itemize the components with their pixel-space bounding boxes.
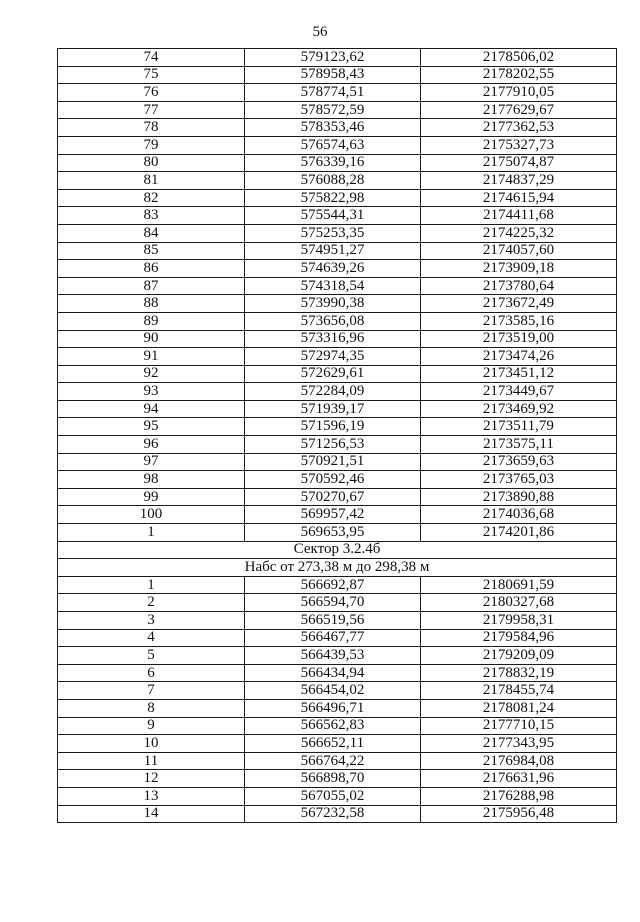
table-row: [58, 699, 617, 717]
table-row: [58, 717, 617, 735]
point-number-cell: 91: [58, 348, 245, 366]
y-coordinate-cell: 2178081,24: [421, 699, 617, 717]
x-coordinate-cell: 574639,26: [245, 260, 421, 278]
point-number-cell: 1: [58, 576, 245, 594]
point-number-cell: 87: [58, 277, 245, 295]
point-number-cell: 79: [58, 136, 245, 154]
x-coordinate-cell: 572284,09: [245, 383, 421, 401]
y-coordinate-cell: 2173451,12: [421, 365, 617, 383]
point-number-cell: 94: [58, 400, 245, 418]
point-number-cell: 6: [58, 664, 245, 682]
y-coordinate-cell: 2179958,31: [421, 612, 617, 630]
table-row: [58, 400, 617, 418]
y-coordinate-cell: 2177362,53: [421, 119, 617, 137]
x-coordinate-cell: 578774,51: [245, 84, 421, 102]
y-coordinate-cell: 2173585,16: [421, 312, 617, 330]
table-row: [58, 101, 617, 119]
page-number: 56: [312, 24, 328, 40]
y-coordinate-cell: 2173469,92: [421, 400, 617, 418]
x-coordinate-cell: 566519,56: [245, 612, 421, 630]
point-number-cell: 74: [58, 49, 245, 67]
sector-subtitle-row: [58, 559, 617, 577]
point-number-cell: 78: [58, 119, 245, 137]
x-coordinate-cell: 566434,94: [245, 664, 421, 682]
y-coordinate-cell: 2180691,59: [421, 576, 617, 594]
table-row: [58, 436, 617, 454]
table-row: [58, 172, 617, 190]
x-coordinate-cell: 569957,42: [245, 506, 421, 524]
point-number-cell: 11: [58, 752, 245, 770]
table-row: [58, 207, 617, 225]
table-row: [58, 418, 617, 436]
x-coordinate-cell: 575544,31: [245, 207, 421, 225]
table-row: [58, 629, 617, 647]
point-number-cell: 97: [58, 453, 245, 471]
y-coordinate-cell: 2180327,68: [421, 594, 617, 612]
point-number-cell: 85: [58, 242, 245, 260]
x-coordinate-cell: 574318,54: [245, 277, 421, 295]
y-coordinate-cell: 2178455,74: [421, 682, 617, 700]
point-number-cell: 9: [58, 717, 245, 735]
x-coordinate-cell: 572629,61: [245, 365, 421, 383]
table-row: [58, 787, 617, 805]
x-coordinate-cell: 574951,27: [245, 242, 421, 260]
coordinates-table: [57, 48, 617, 823]
x-coordinate-cell: 567232,58: [245, 805, 421, 823]
table-row: [58, 295, 617, 313]
x-coordinate-cell: 566467,77: [245, 629, 421, 647]
table-row: [58, 805, 617, 823]
table-row: [58, 260, 617, 278]
y-coordinate-cell: 2173765,03: [421, 471, 617, 489]
table-row: [58, 524, 617, 542]
y-coordinate-cell: 2178832,19: [421, 664, 617, 682]
y-coordinate-cell: 2173519,00: [421, 330, 617, 348]
point-number-cell: 100: [58, 506, 245, 524]
y-coordinate-cell: 2178506,02: [421, 49, 617, 67]
x-coordinate-cell: 566454,02: [245, 682, 421, 700]
x-coordinate-cell: 573316,96: [245, 330, 421, 348]
x-coordinate-cell: 566496,71: [245, 699, 421, 717]
x-coordinate-cell: 566652,11: [245, 735, 421, 753]
coordinates-table-body-part1: [58, 49, 617, 542]
point-number-cell: 83: [58, 207, 245, 225]
table-row: [58, 735, 617, 753]
y-coordinate-cell: 2174225,32: [421, 224, 617, 242]
x-coordinate-cell: 570270,67: [245, 488, 421, 506]
table-row: [58, 189, 617, 207]
table-row: [58, 348, 617, 366]
y-coordinate-cell: 2177910,05: [421, 84, 617, 102]
point-number-cell: 96: [58, 436, 245, 454]
table-row: [58, 471, 617, 489]
table-row: [58, 770, 617, 788]
y-coordinate-cell: 2174057,60: [421, 242, 617, 260]
y-coordinate-cell: 2173890,88: [421, 488, 617, 506]
y-coordinate-cell: 2176984,08: [421, 752, 617, 770]
y-coordinate-cell: 2174615,94: [421, 189, 617, 207]
x-coordinate-cell: 573990,38: [245, 295, 421, 313]
point-number-cell: 13: [58, 787, 245, 805]
table-row: [58, 154, 617, 172]
y-coordinate-cell: 2173659,63: [421, 453, 617, 471]
table-row: [58, 224, 617, 242]
x-coordinate-cell: 566898,70: [245, 770, 421, 788]
point-number-cell: 81: [58, 172, 245, 190]
point-number-cell: 82: [58, 189, 245, 207]
y-coordinate-cell: 2173511,79: [421, 418, 617, 436]
y-coordinate-cell: 2174201,86: [421, 524, 617, 542]
y-coordinate-cell: 2173780,64: [421, 277, 617, 295]
point-number-cell: 88: [58, 295, 245, 313]
table-row: [58, 242, 617, 260]
point-number-cell: 86: [58, 260, 245, 278]
x-coordinate-cell: 571939,17: [245, 400, 421, 418]
y-coordinate-cell: 2177343,95: [421, 735, 617, 753]
x-coordinate-cell: 578353,46: [245, 119, 421, 137]
table-row: [58, 49, 617, 67]
point-number-cell: 77: [58, 101, 245, 119]
x-coordinate-cell: 566562,83: [245, 717, 421, 735]
x-coordinate-cell: 571596,19: [245, 418, 421, 436]
y-coordinate-cell: 2175074,87: [421, 154, 617, 172]
y-coordinate-cell: 2173575,11: [421, 436, 617, 454]
x-coordinate-cell: 571256,53: [245, 436, 421, 454]
y-coordinate-cell: 2179584,96: [421, 629, 617, 647]
point-number-cell: 4: [58, 629, 245, 647]
table-row: [58, 136, 617, 154]
point-number-cell: 14: [58, 805, 245, 823]
x-coordinate-cell: 575822,98: [245, 189, 421, 207]
point-number-cell: 10: [58, 735, 245, 753]
point-number-cell: 8: [58, 699, 245, 717]
point-number-cell: 12: [58, 770, 245, 788]
x-coordinate-cell: 578958,43: [245, 66, 421, 84]
y-coordinate-cell: 2177629,67: [421, 101, 617, 119]
point-number-cell: 7: [58, 682, 245, 700]
x-coordinate-cell: 575253,35: [245, 224, 421, 242]
x-coordinate-cell: 579123,62: [245, 49, 421, 67]
point-number-cell: 3: [58, 612, 245, 630]
y-coordinate-cell: 2177710,15: [421, 717, 617, 735]
x-coordinate-cell: 576574,63: [245, 136, 421, 154]
table-row: [58, 312, 617, 330]
x-coordinate-cell: 576088,28: [245, 172, 421, 190]
y-coordinate-cell: 2174036,68: [421, 506, 617, 524]
point-number-cell: 95: [58, 418, 245, 436]
sector-title: Сектор 3.2.4б: [58, 541, 617, 559]
y-coordinate-cell: 2174837,29: [421, 172, 617, 190]
sector-title-row: [58, 541, 617, 559]
table-row: [58, 752, 617, 770]
table-row: [58, 66, 617, 84]
point-number-cell: 92: [58, 365, 245, 383]
y-coordinate-cell: 2178202,55: [421, 66, 617, 84]
point-number-cell: 2: [58, 594, 245, 612]
point-number-cell: 76: [58, 84, 245, 102]
table-row: [58, 453, 617, 471]
table-row: [58, 119, 617, 137]
table-row: [58, 383, 617, 401]
y-coordinate-cell: 2179209,09: [421, 647, 617, 665]
y-coordinate-cell: 2175956,48: [421, 805, 617, 823]
x-coordinate-cell: 567055,02: [245, 787, 421, 805]
y-coordinate-cell: 2175327,73: [421, 136, 617, 154]
x-coordinate-cell: 573656,08: [245, 312, 421, 330]
y-coordinate-cell: 2176288,98: [421, 787, 617, 805]
table-row: [58, 576, 617, 594]
table-row: [58, 647, 617, 665]
x-coordinate-cell: 570921,51: [245, 453, 421, 471]
y-coordinate-cell: 2173474,26: [421, 348, 617, 366]
point-number-cell: 98: [58, 471, 245, 489]
y-coordinate-cell: 2176631,96: [421, 770, 617, 788]
sector-header-body: [58, 541, 617, 576]
table-row: [58, 506, 617, 524]
y-coordinate-cell: 2173909,18: [421, 260, 617, 278]
point-number-cell: 80: [58, 154, 245, 172]
x-coordinate-cell: 572974,35: [245, 348, 421, 366]
point-number-cell: 5: [58, 647, 245, 665]
x-coordinate-cell: 576339,16: [245, 154, 421, 172]
table-row: [58, 365, 617, 383]
coordinates-table-body-part2: [58, 576, 617, 822]
x-coordinate-cell: 566764,22: [245, 752, 421, 770]
table-row: [58, 330, 617, 348]
table-row: [58, 594, 617, 612]
x-coordinate-cell: 566594,70: [245, 594, 421, 612]
point-number-cell: 75: [58, 66, 245, 84]
y-coordinate-cell: 2174411,68: [421, 207, 617, 225]
point-number-cell: 84: [58, 224, 245, 242]
sector-subtitle: Набс от 273,38 м до 298,38 м: [58, 559, 617, 577]
x-coordinate-cell: 566692,87: [245, 576, 421, 594]
x-coordinate-cell: 566439,53: [245, 647, 421, 665]
x-coordinate-cell: 570592,46: [245, 471, 421, 489]
y-coordinate-cell: 2173449,67: [421, 383, 617, 401]
table-row: [58, 277, 617, 295]
x-coordinate-cell: 578572,59: [245, 101, 421, 119]
table-row: [58, 488, 617, 506]
x-coordinate-cell: 569653,95: [245, 524, 421, 542]
point-number-cell: 1: [58, 524, 245, 542]
point-number-cell: 93: [58, 383, 245, 401]
table-row: [58, 682, 617, 700]
y-coordinate-cell: 2173672,49: [421, 295, 617, 313]
point-number-cell: 99: [58, 488, 245, 506]
table-row: [58, 664, 617, 682]
table-row: [58, 612, 617, 630]
point-number-cell: 90: [58, 330, 245, 348]
table-row: [58, 84, 617, 102]
point-number-cell: 89: [58, 312, 245, 330]
